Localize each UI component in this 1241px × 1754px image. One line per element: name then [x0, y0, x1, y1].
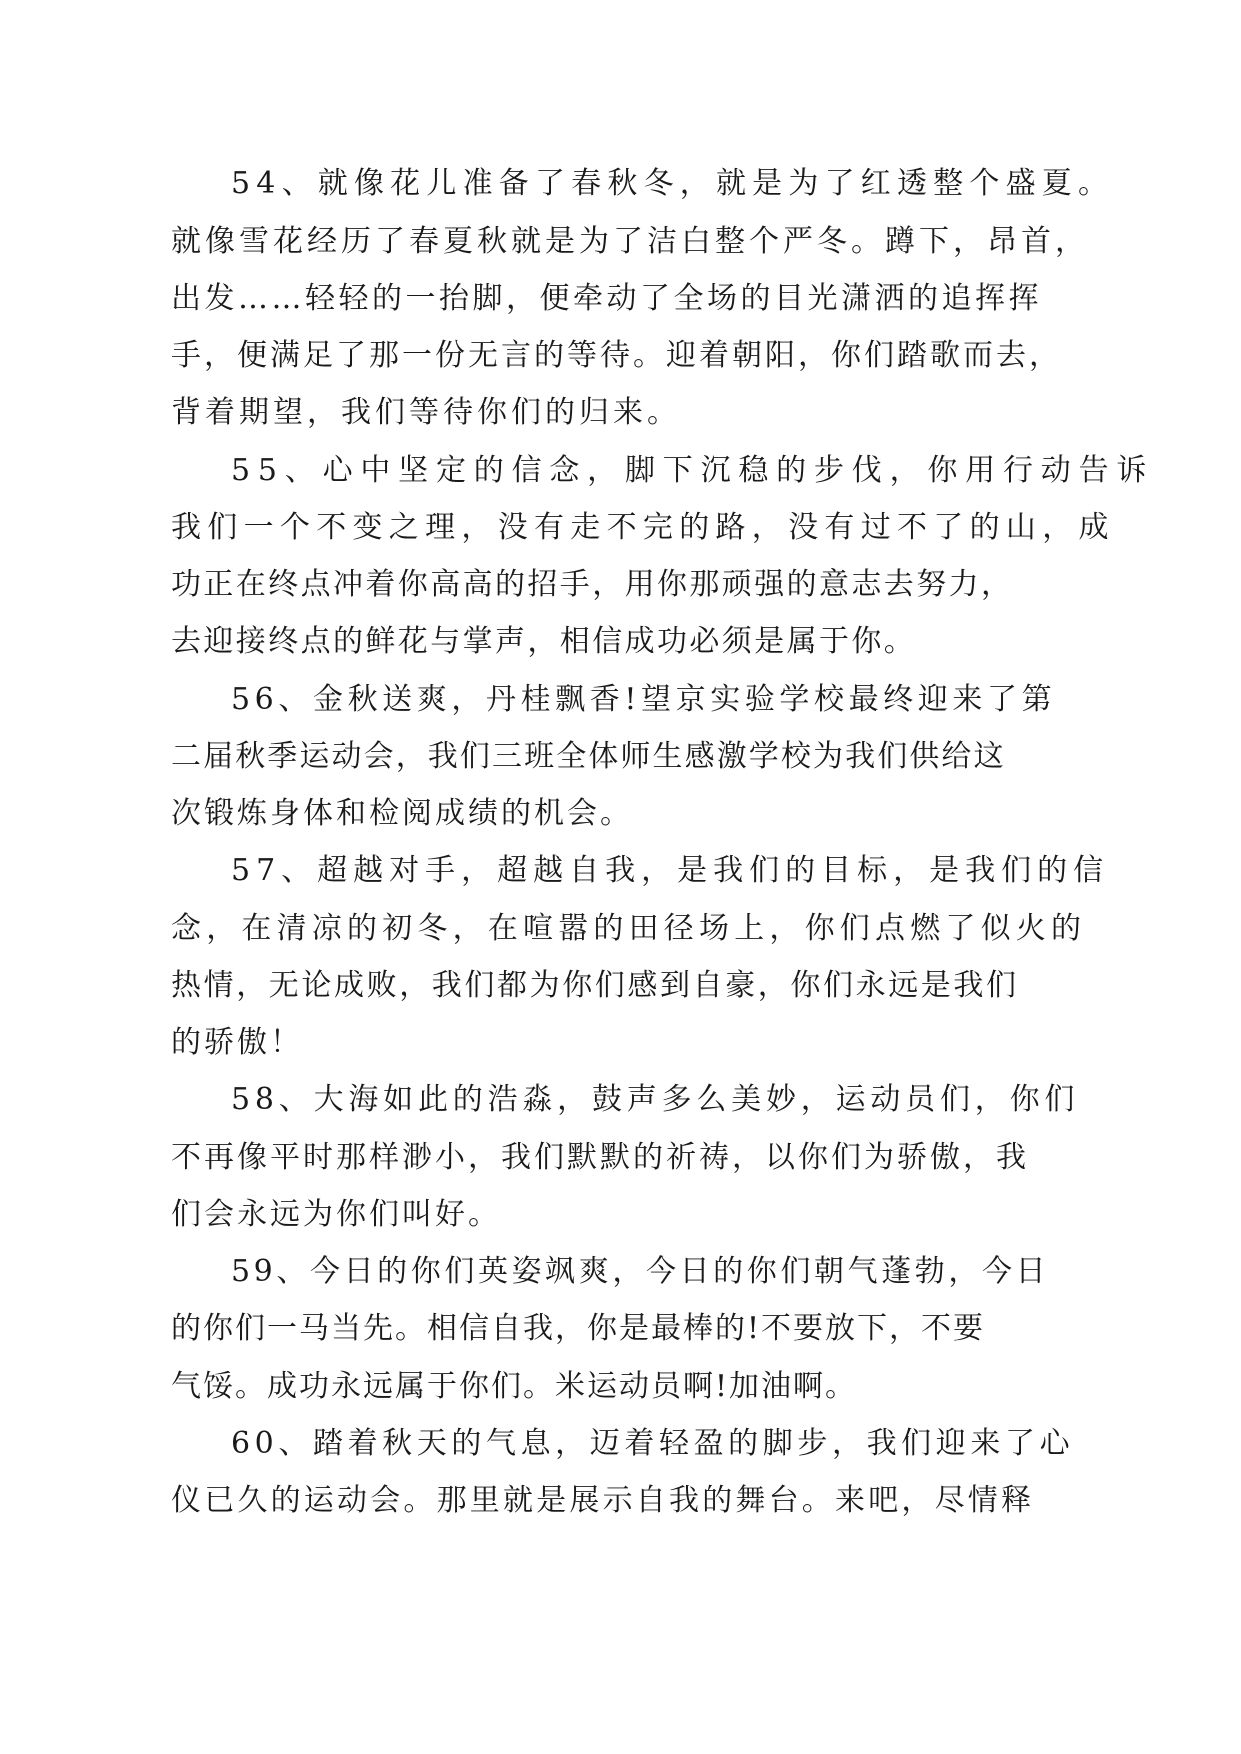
text-line	[0, 1304, 1241, 1354]
text-line	[0, 846, 1241, 896]
paragraph-59-line-1: 59、今日的你们英姿飒爽，今日的你们朝气蓬勃，今日	[231, 1254, 1050, 1289]
text-line	[0, 1476, 1241, 1526]
text-line	[0, 274, 1241, 324]
text-line	[0, 732, 1241, 782]
paragraph-54-line-1: 54、就像花儿准备了春秋冬，就是为了红透整个盛夏。	[231, 166, 1115, 201]
text-line	[0, 331, 1241, 381]
paragraph-59-line-3: 气馁。成功永远属于你们。米运动员啊!加油啊。	[171, 1369, 858, 1404]
paragraph-55-line-3: 功正在终点冲着你高高的招手，用你那顽强的意志去努力，	[171, 567, 1014, 602]
text-line	[0, 904, 1241, 954]
text-line	[0, 1362, 1241, 1412]
text-line	[0, 1419, 1241, 1469]
text-line	[0, 1075, 1241, 1125]
text-line	[0, 446, 1241, 496]
paragraph-57-line-2: 念，在清凉的初冬，在喧嚣的田径场上，你们点燃了似火的	[171, 911, 1087, 946]
text-line	[0, 159, 1241, 209]
paragraph-57-line-1: 57、超越对手，超越自我，是我们的目标，是我们的信	[231, 853, 1110, 888]
text-line	[0, 1018, 1241, 1068]
text-line	[0, 388, 1241, 438]
paragraph-54-line-2: 就像雪花经历了春夏秋就是为了洁白整个严冬。蹲下，昂首，	[171, 224, 1089, 259]
paragraph-60-line-1: 60、踏着秋天的气息，迈着轻盈的脚步，我们迎来了心	[231, 1426, 1075, 1461]
paragraph-58-line-2: 不再像平时那样渺小，我们默默的祈祷，以你们为骄傲，我	[171, 1140, 1029, 1175]
text-line	[0, 1190, 1241, 1240]
paragraph-58-line-3: 们会永远为你们叫好。	[171, 1197, 501, 1232]
text-line	[0, 617, 1241, 667]
text-line	[0, 560, 1241, 610]
paragraph-58-line-1: 58、大海如此的浩淼，鼓声多么美妙，运动员们，你们	[231, 1082, 1080, 1117]
paragraph-59-line-2: 的你们一马当先。相信自我，你是最棒的!不要放下，不要	[171, 1311, 986, 1346]
paragraph-54-line-3: 出发……轻轻的一抬脚，便牵动了全场的目光潇洒的追挥挥	[171, 281, 1042, 316]
paragraph-57-line-3: 热情，无论成败，我们都为你们感到自豪，你们永远是我们	[171, 968, 1019, 1003]
text-line	[0, 1247, 1241, 1297]
paragraph-55-line-1: 55、心中坚定的信念，脚下沉稳的步伐，你用行动告诉	[231, 453, 1155, 488]
text-line	[0, 217, 1241, 267]
paragraph-60-line-2: 仪已久的运动会。那里就是展示自我的舞台。来吧，尽情释	[171, 1483, 1035, 1518]
paragraph-55-line-4: 去迎接终点的鲜花与掌声，相信成功必须是属于你。	[171, 624, 917, 659]
paragraph-56-line-1: 56、金秋送爽，丹桂飘香!望京实验学校最终迎来了第	[231, 682, 1057, 717]
text-line	[0, 675, 1241, 725]
paragraph-54-line-5: 背着期望，我们等待你们的归来。	[171, 395, 681, 430]
text-line	[0, 503, 1241, 553]
paragraph-55-line-2: 我们一个不变之理，没有走不完的路，没有过不了的山，成	[171, 510, 1115, 545]
paragraph-56-line-3: 次锻炼身体和检阅成绩的机会。	[171, 796, 633, 831]
text-line	[0, 1133, 1241, 1183]
text-line	[0, 961, 1241, 1011]
paragraph-57-line-4: 的骄傲！	[171, 1025, 303, 1060]
text-line	[0, 789, 1241, 839]
paragraph-54-line-4: 手，便满足了那一份无言的等待。迎着朝阳，你们踏歌而去，	[171, 338, 1062, 373]
paragraph-56-line-2: 二届秋季运动会，我们三班全体师生感激学校为我们供给这	[171, 739, 1006, 774]
